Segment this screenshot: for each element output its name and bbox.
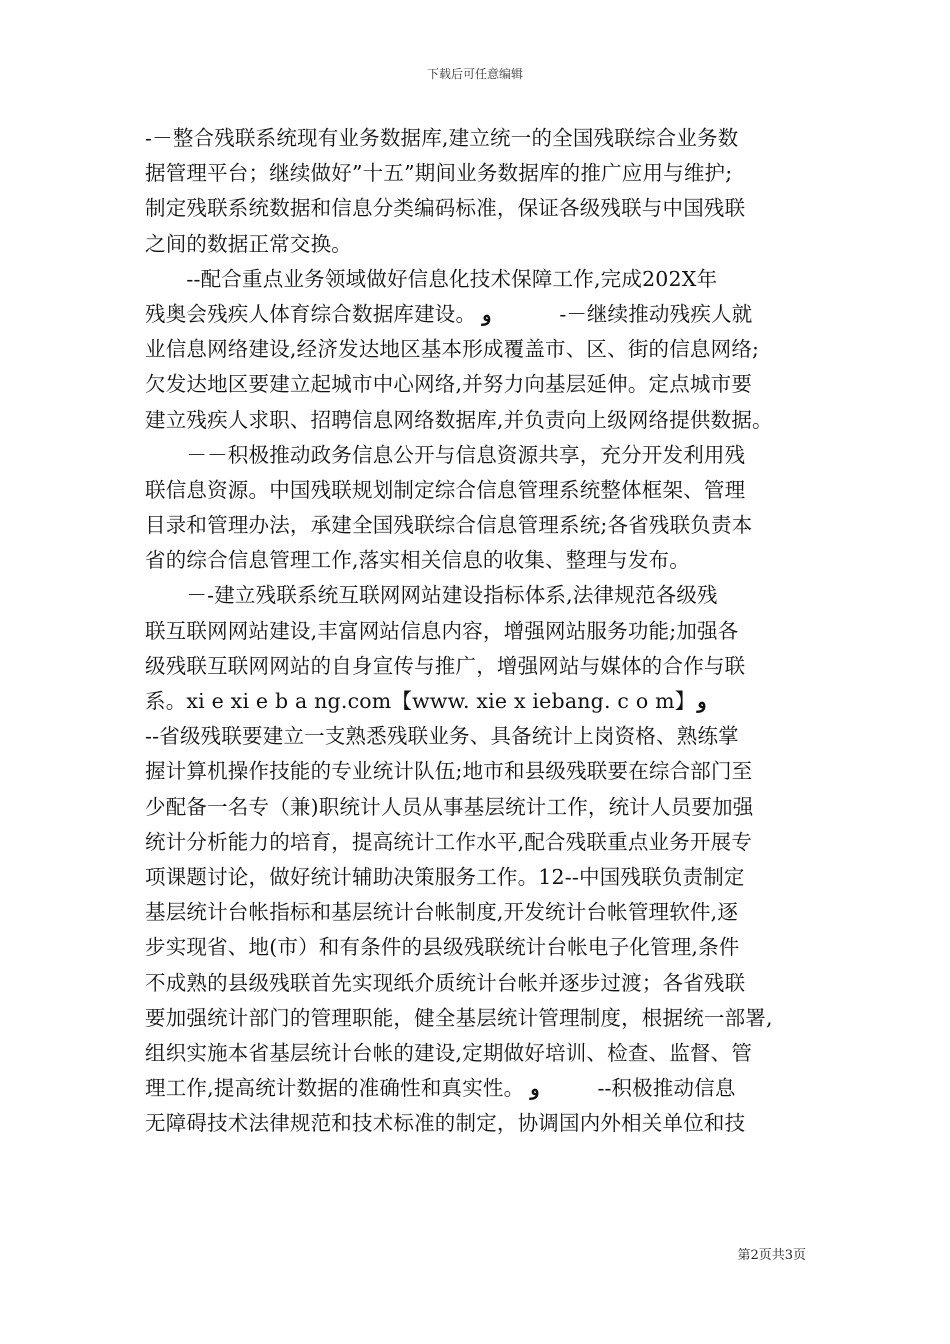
stray-mark: و [697, 691, 707, 713]
text-segment: --积极推动信息 [597, 1076, 736, 1101]
text-line: 无障碍技术法律规范和技术标准的制定，协调国内外相关单位和技 [145, 1111, 746, 1136]
stray-mark: و [530, 1078, 540, 1101]
text-line [145, 297, 825, 332]
text-line: 握计算机操作技能的专业统计队伍;地市和县级残联要在综合部门至 [145, 759, 753, 784]
text-line: 要加强统计部门的管理职能，健全基层统计管理制度，根据统一部署, [145, 1005, 773, 1030]
text-line: 项课题讨论，做好统计辅助决策服务工作。12--中国残联负责制定 [145, 864, 745, 889]
text-line: -－整合残联系统现有业务数据库,建立统一的全国残联综合业务数 [145, 126, 739, 150]
text-line: 不成熟的县级残联首先实现纸介质统计台帐并逐步过渡；各省残联 [145, 970, 746, 995]
document-body [145, 121, 825, 1141]
text-line: －-建立残联系统互联网网站建设指标体系,法律规范各级残 [145, 583, 718, 608]
text-line: 少配备一名专（兼)职统计人员从事基层统计工作，统计人员要加强 [145, 794, 754, 819]
text-line: 组织实施本省基层统计台帐的建设,定期做好培训、检查、监督、管 [145, 1040, 753, 1065]
text-line: －－积极推动政务信息公开与信息资源共享，充分开发利用残 [145, 442, 746, 467]
text-line: 联信息资源。中国残联规划制定综合信息管理系统整体框架、管理 [145, 477, 746, 502]
stray-mark: و [482, 303, 492, 326]
text-line: 制定残联系统数据和信息分类编码标准，保证各级残联与中国残联 [145, 196, 746, 221]
text-line: 联互联网网站建设,丰富网站信息内容，增强网站服务功能;加强各 [145, 618, 739, 643]
text-line: 级残联互联网网站的自身宣传与推广，增强网站与媒体的合作与联 [145, 653, 746, 678]
text-line: 目录和管理办法，承建全国残联综合信息管理系统;各省残联负责本 [145, 513, 753, 538]
text-line: 基层统计台帐指标和基层统计台帐制度,开发统计台帐管理软件,逐 [145, 900, 739, 925]
text-line [145, 1071, 825, 1106]
text-line: 欠发达地区要建立起城市中心网络,并努力向基层延伸。定点城市要 [145, 372, 753, 397]
text-line: 省的综合信息管理工作,落实相关信息的收集、整理与发布。 [145, 548, 690, 573]
text-segment: -－继续推动残疾人就 [559, 301, 753, 326]
text-line: 业信息网络建设,经济发达地区基本形成覆盖市、区、街的信息网络; [145, 337, 760, 362]
text-line: --配合重点业务领域做好信息化技术保障工作,完成202X年 [145, 266, 718, 291]
page-header: 下载后可任意编辑 [426, 67, 523, 81]
page-footer: 第2页共3页 [737, 1248, 806, 1263]
text-line [145, 684, 825, 719]
text-segment: 残奥会残疾人体育综合数据库建设。 [145, 301, 477, 326]
text-line: 建立残疾人求职、招聘信息网络数据库,并负责向上级网络提供数据。 [145, 407, 773, 432]
text-segment: 理工作,提高统计数据的准确性和真实性。 [145, 1076, 525, 1101]
text-segment: 系。xi e xi e b a ng.com【www. xie x iebang. c o m】 [145, 689, 696, 713]
text-line: --省级残联要建立一支熟悉残联业务、具备统计上岗资格、熟练掌 [145, 724, 739, 749]
text-line: 据管理平台；继续做好”十五”期间业务数据库的推广应用与维护; [145, 161, 733, 186]
text-line: 统计分析能力的培育，提高统计工作水平,配合残联重点业务开展专 [145, 829, 753, 854]
text-line: 步实现省、地(市）和有条件的县级残联统计台帐电子化管理,条件 [145, 935, 740, 960]
text-line: 之间的数据正常交换。 [145, 231, 352, 256]
